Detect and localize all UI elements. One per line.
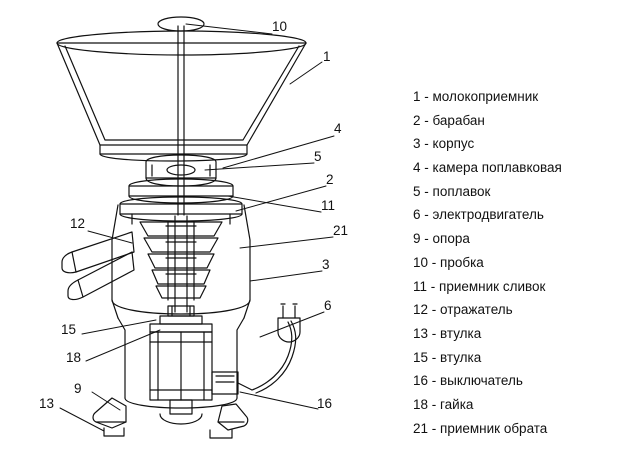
- callout-9: 9: [74, 381, 82, 396]
- drum-assembly: [140, 216, 222, 312]
- cream-and-skim-receivers: [120, 179, 242, 224]
- legend-item: 6 - электродвигатель: [413, 207, 544, 223]
- legend: [413, 90, 623, 445]
- legend-item: 12 - отражатель: [413, 302, 513, 318]
- legend-item: 9 - опора: [413, 231, 470, 247]
- legend-item: 11 - приемник сливок: [413, 278, 546, 294]
- leader-lines: [60, 24, 334, 431]
- callout-1: 1: [323, 49, 331, 64]
- callout-21: 21: [333, 223, 349, 238]
- callout-18: 18: [66, 350, 82, 365]
- float-chamber: [146, 155, 216, 186]
- legend-item: 1 - молокоприемник: [413, 89, 539, 104]
- callout-16: 16: [317, 396, 333, 411]
- power-switch: [212, 372, 252, 394]
- callout-6: 6: [324, 298, 332, 313]
- legend-item: 10 - пробка: [413, 254, 484, 270]
- bushings-and-nut: [150, 306, 212, 332]
- legend-item: 4 - камера поплавковая: [413, 160, 562, 176]
- callout-5: 5: [314, 149, 322, 164]
- legend-item: 5 - поплавок: [413, 183, 491, 199]
- callout-2: 2: [326, 172, 334, 187]
- legend-item: 13 - втулка: [413, 325, 482, 341]
- legend-item: 21 - приемник обрата: [413, 420, 548, 436]
- deflector-spouts: [62, 232, 134, 300]
- legend-item: 16 - выключатель: [413, 373, 523, 389]
- power-cord-plug: [252, 304, 300, 393]
- callout-10: 10: [272, 19, 288, 34]
- legend-item: 2 - барабан: [413, 112, 485, 128]
- electric-motor: [150, 332, 212, 424]
- legend-item: 15 - втулка: [413, 349, 482, 365]
- callout-15: 15: [61, 322, 77, 337]
- callout-12: 12: [70, 216, 86, 231]
- callout-3: 3: [322, 257, 330, 272]
- milk-receiver-bowl: [57, 31, 306, 161]
- callout-13: 13: [39, 396, 55, 411]
- callout-4: 4: [334, 121, 342, 136]
- legend-item: 3 - корпус: [413, 136, 475, 152]
- callout-11: 11: [321, 198, 336, 213]
- legend-item: 18 - гайка: [413, 396, 474, 412]
